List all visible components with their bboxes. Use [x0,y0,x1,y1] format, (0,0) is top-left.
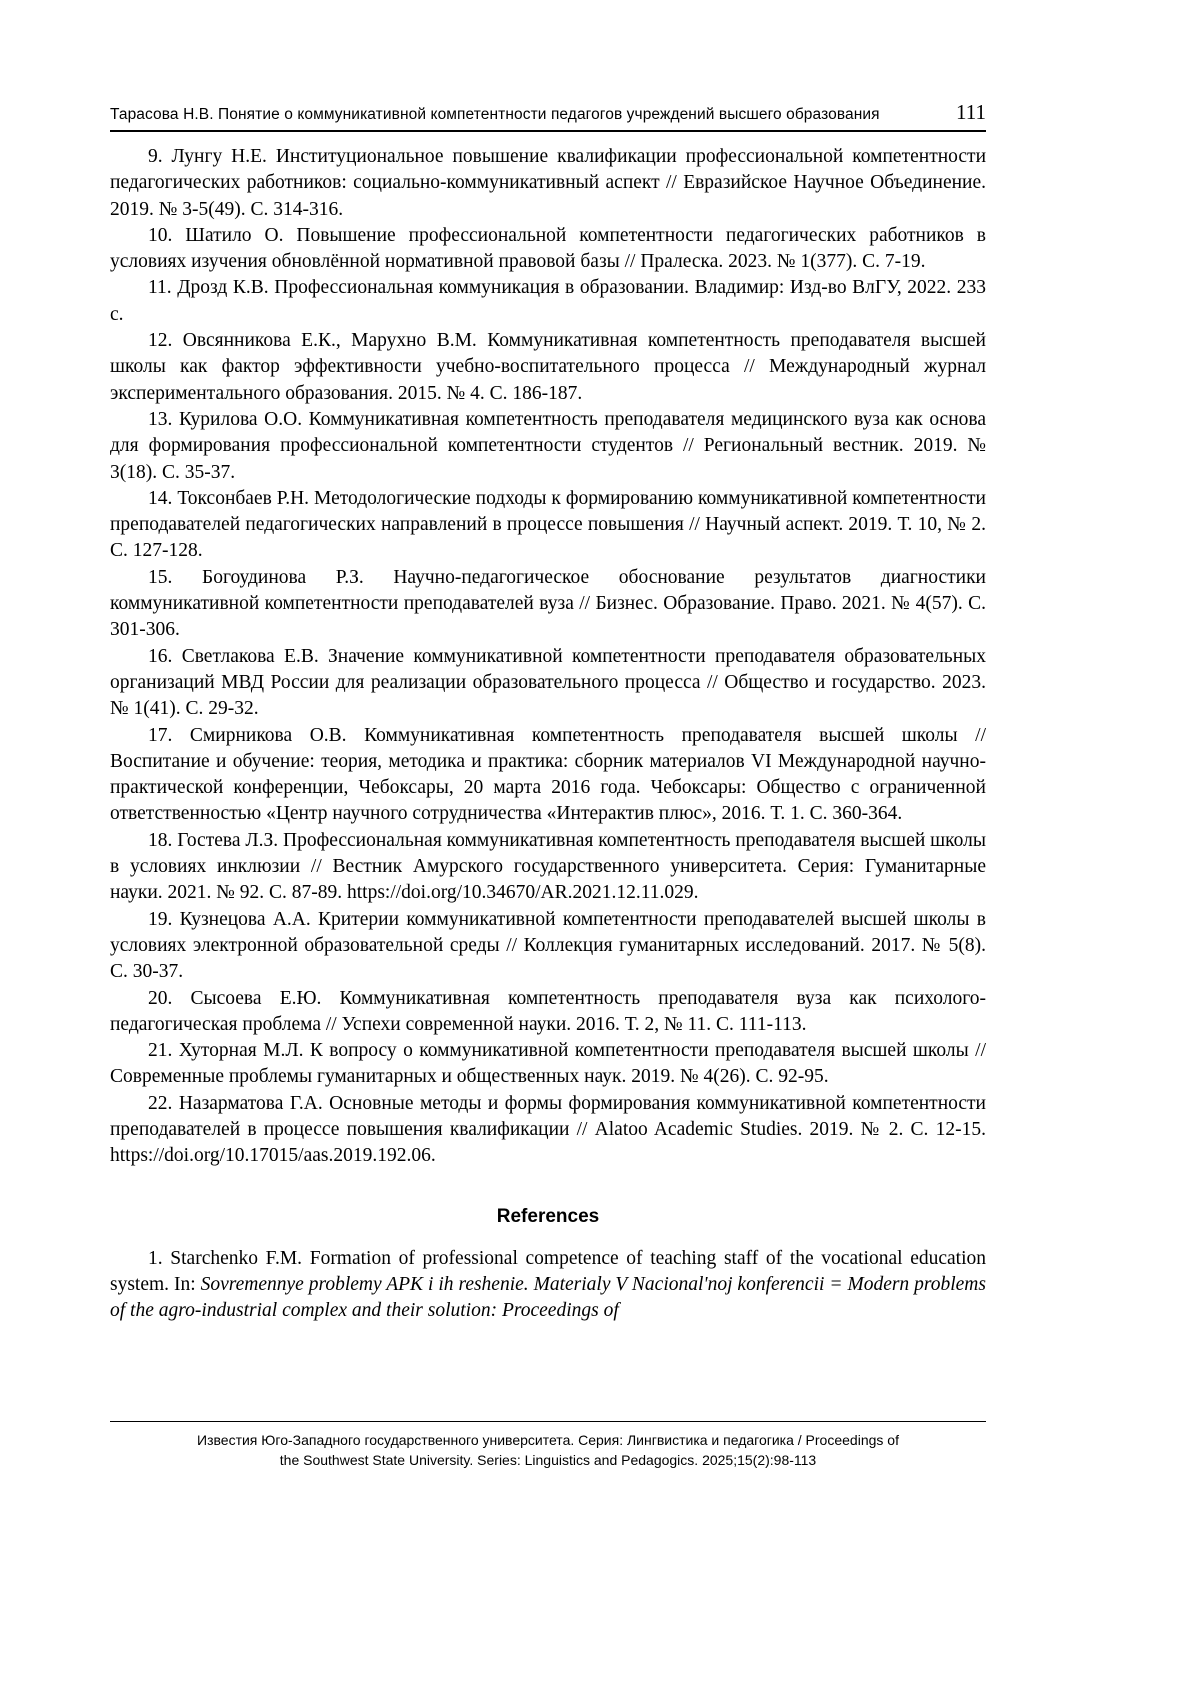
reference-entry: 11. Дрозд К.В. Профессиональная коммуникация в образовании. Владимир: Изд-во ВлГУ, 2022. 233 с. [110,277,986,325]
reference-entry: 17. Смирникова О.В. Коммуникативная компетентность преподавателя высшей школы // Воспитание и обучение: теория, методика и практика: сборник материалов VI Международной научно-практической конференции, Чебоксары, 20 марта 2016 года. Чебоксары: Общество с ограниченной ответственностью «Центр научного сотрудничества «Интерактив плюс», 2016. Т. 1. С. 360-364. [110,724,986,825]
reference-entry: 22. Назарматова Г.А. Основные методы и формы формирования коммуникативной компетентности преподавателей в процессе повышения квалификации // Alatoo Academic Studies. 2019. № 2. С. 12-15. https://doi.org/10.17015/aas.2019.192.06. [110,1092,986,1167]
reference-entry: 20. Сысоева Е.Ю. Коммуникативная компетентность преподавателя вуза как психолого-педагогическая проблема // Успехи современной науки. 2016. Т. 2, № 11. С. 111-113. [110,987,986,1035]
reference-entry: 13. Курилова О.О. Коммуникативная компетентность преподавателя медицинского вуза как основа для формирования профессиональной компетентности студентов // Региональный вестник. 2019. № 3(18). С. 35-37. [110,408,986,483]
footer-journal-title-ru: Известия Юго-Западного государственного университета. Серия: Лингвистика и педагогика / Proceedings of [197,1432,899,1448]
page-number: 111 [956,100,986,124]
running-head [110,100,986,132]
reference-entry: 18. Гостева Л.З. Профессиональная коммуникативная компетентность преподавателя высшей школы в условиях инклюзии // Вестник Амурского государственного университета. Серия: Гуманитарные науки. 2021. № 92. С. 87-89. https://doi.org/10.34670/AR.2021.12.11.029. [110,829,986,904]
references-heading: References [496,1205,600,1227]
reference-text: 1. Starchenko F.M. Formation of professional competence of teaching staff of the vocational education system. In: [110,1247,986,1296]
footer-journal-title-en: the Southwest State University. Series: Linguistics and Pedagogics. 2025;15(2):98-113 [279,1452,817,1468]
reference-entry: 21. Хуторная М.Л. К вопросу о коммуникативной компетентности преподавателя высшей школы // Современные проблемы гуманитарных и общественных наук. 2019. № 4(26). С. 92-95. [110,1040,986,1088]
references-section [110,144,986,1325]
reference-entry: 10. Шатило О. Повышение профессиональной компетентности педагогических работников в условиях изучения обновлённой нормативной правовой базы // Пралеска. 2023. № 1(377). С. 7-19. [110,224,986,273]
running-head-title: Тарасова Н.В. Понятие о коммуникативной компетентности педагогов учреждений высшего образования [110,106,880,123]
reference-entry: 19. Кузнецова А.А. Критерии коммуникативной компетентности преподавателей высшей школы в условиях электронной образовательной среды // Коллекция гуманитарных исследований. 2017. № 5(8). С. 30-37. [110,908,986,983]
reference-entry: 14. Токсонбаев Р.Н. Методологические подходы к формированию коммуникативной компетентности преподавателей педагогических направлений в процессе повышения // Научный аспект. 2019. Т. 10, № 2. С. 127-128. [110,487,986,562]
reference-entry: 16. Светлакова Е.В. Значение коммуникативной компетентности преподавателя образовательных организаций МВД России для реализации образовательного процесса // Общество и государство. 2023. № 1(41). С. 29-32. [110,645,986,720]
reference-entry: 12. Овсянникова Е.К., Марухно В.М. Коммуникативная компетентность преподавателя высшей школы как фактор эффективности учебно-воспитательного процесса // Международный журнал экспериментального образования. 2015. № 4. С. 186-187. [110,330,986,404]
reference-entry: 15. Богоудинова Р.З. Научно-педагогическое обоснование результатов диагностики коммуникативной компетентности преподавателей вуза // Бизнес. Образование. Право. 2021. № 4(57). С. 301-306. [110,566,986,641]
page-content [110,100,986,1325]
reference-entry: 9. Лунгу Н.Е. Институциональное повышение квалификации профессиональной компетентности педагогических работников: социально-коммуникативный аспект // Евразийское Научное Объединение. 2019. № 3-5(49). С. 314-316. [110,146,986,220]
page-footer [110,1421,986,1470]
reference-italic-text: Sovremennye problemy APK i ih reshenie. Materialy V Nacional'noj konferencii = Modern problems of the agro-industrial complex and their solution: Proceedings of [110,1274,986,1322]
reference-entry [110,1246,986,1325]
